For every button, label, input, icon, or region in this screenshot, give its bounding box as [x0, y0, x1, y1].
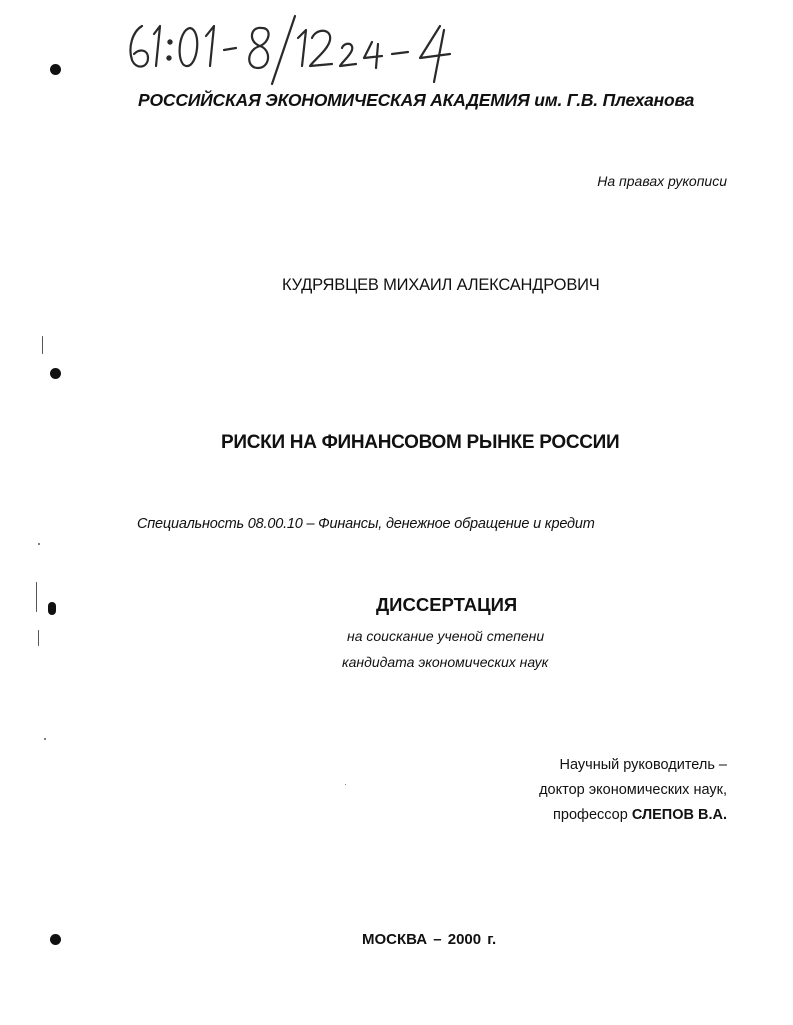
- scan-speck: [44, 738, 46, 740]
- supervisor-line-3: [539, 803, 727, 828]
- city-year: МОСКВА – 2000 г.: [362, 931, 497, 948]
- academy-name: РОССИЙСКАЯ ЭКОНОМИЧЕСКАЯ АКАДЕМИЯ им. Г.В. Плеханова: [138, 90, 695, 110]
- document-type-heading: ДИССЕРТАЦИЯ: [376, 594, 518, 615]
- supervisor-title: профессор: [553, 807, 632, 823]
- dissertation-title: РИСКИ НА ФИНАНСОВОМ РЫНКЕ РОССИИ: [221, 432, 620, 453]
- degree-line-1: на соискание ученой степени: [347, 628, 545, 644]
- handwritten-code-drawing: [120, 8, 500, 88]
- scan-speck: [38, 543, 40, 545]
- supervisor-line-1: Научный руководитель –: [559, 757, 727, 773]
- author-name: КУДРЯВЦЕВ МИХАИЛ АЛЕКСАНДРОВИЧ: [282, 276, 600, 294]
- degree-line-2: кандидата экономических наук: [342, 654, 549, 670]
- manuscript-rights-note: На правах рукописи: [597, 173, 727, 189]
- scan-speck: [38, 630, 39, 646]
- supervisor-line-2: доктор экономических наук,: [539, 782, 727, 798]
- supervisor-name: СЛЕПОВ В.А.: [631, 807, 727, 823]
- handwritten-archive-code: [120, 8, 500, 88]
- scan-speck: [345, 784, 346, 785]
- scan-speck: [42, 336, 43, 354]
- punch-hole-mark: [50, 934, 61, 945]
- punch-hole-mark: [50, 368, 61, 379]
- scan-speck: [36, 582, 37, 612]
- supervisor-block: [539, 753, 727, 828]
- specialty-line: Специальность 08.00.10 – Финансы, денежное обращение и кредит: [137, 516, 595, 532]
- punch-hole-mark: [48, 602, 56, 615]
- punch-hole-mark: [50, 64, 61, 75]
